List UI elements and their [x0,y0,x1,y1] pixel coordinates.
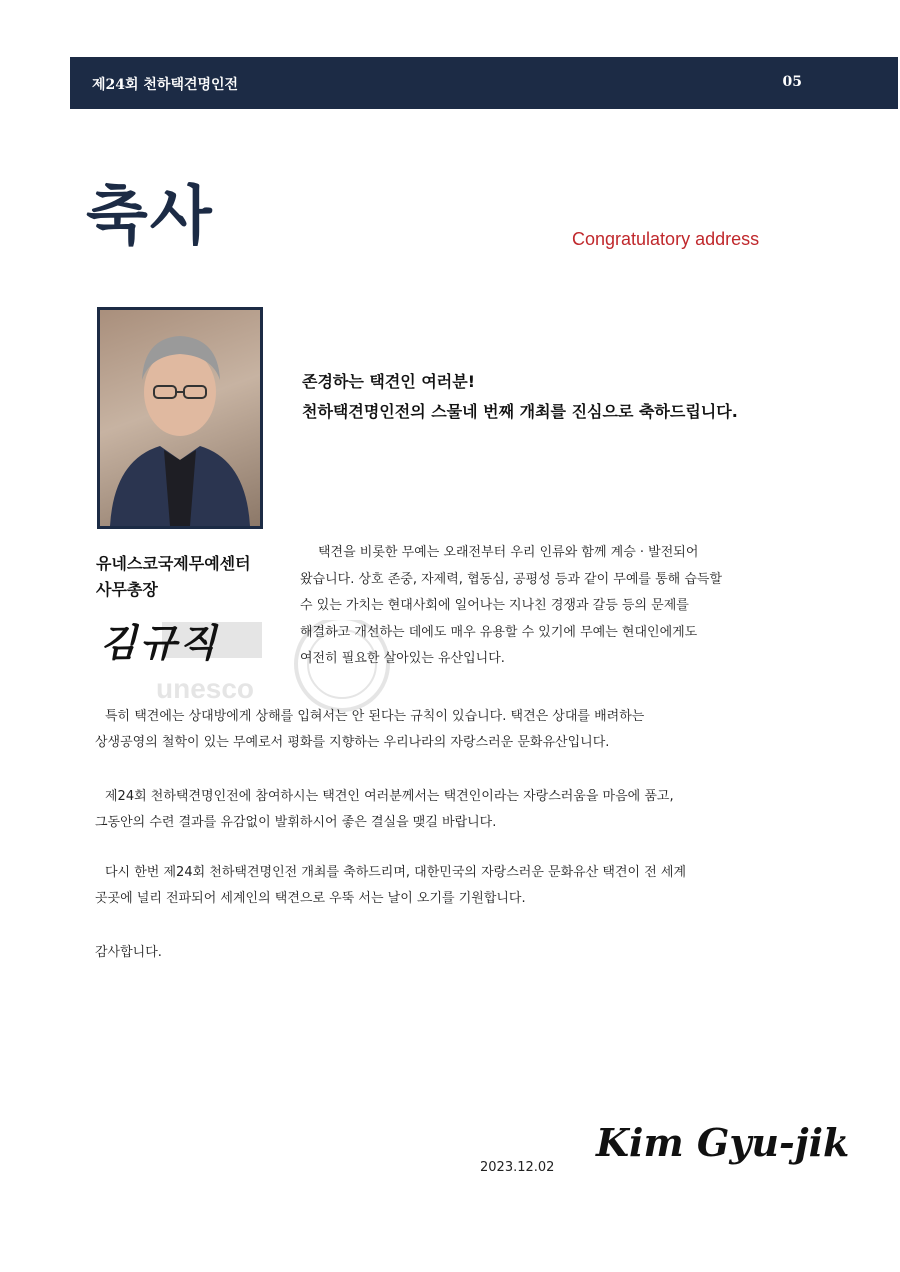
closing-line: 감사합니다. [95,945,162,960]
paragraph-line: 다시 한번 제24회 천하택견명인전 개최를 축하드리며, 대한민국의 자랑스러운 문화유산 택견이 전 세계 [105,865,687,880]
watermark-text: unesco [156,673,255,704]
author-position: 사무총장 [96,580,158,599]
page-title: 축사 [86,180,214,254]
paragraph-line: 상생공영의 철학이 있는 무예로서 평화를 지향하는 우리나라의 자랑스러운 문화유산입니다. [95,735,610,750]
paragraph-4 [95,860,815,912]
english-signature: Kim Gyu-jik [596,1120,850,1165]
portrait-image [100,310,260,526]
author-affiliation [96,551,251,603]
korean-signature: 김규직 [100,620,220,665]
paragraph-2 [95,704,815,756]
header-title: 제24회 천하택견명인전 [92,77,239,93]
page-number: 05 [782,74,802,90]
author-organization: 유네스코국제무예센터 [96,554,251,573]
paragraph-3 [95,784,815,836]
greeting-line-2: 천하택견명인전의 스물네 번째 개최를 진심으로 축하드립니다. [302,402,738,421]
paragraph-line: 특히 택견에는 상대방에게 상해를 입혀서는 안 된다는 규칙이 있습니다. 택견은 상대를 배려하는 [105,709,645,724]
header-bar [70,57,898,109]
closing-text [95,940,815,966]
paragraph-line: 해결하고 개선하는 데에도 매우 유용할 수 있기에 무예는 현대인에게도 [300,624,698,640]
greeting-line-1: 존경하는 택견인 여러분! [302,372,475,391]
paragraph-line: 택견을 비롯한 무예는 오래전부터 우리 인류와 함께 계승 · 발전되어 [318,545,699,560]
paragraph-line: 수 있는 가치는 현대사회에 일어나는 지나친 경쟁과 갈등 등의 문제를 [300,598,689,613]
page-subtitle: Congratulatory address [572,229,760,249]
paragraph-line: 왔습니다. 상호 존중, 자제력, 협동심, 공평성 등과 같이 무예를 통해 습득할 [300,571,723,587]
paragraph-1 [300,540,810,673]
paragraph-line: 곳곳에 널리 전파되어 세계인의 택견으로 우뚝 서는 날이 오기를 기원합니다. [95,891,526,906]
paragraph-line: 그동안의 수련 결과를 유감없이 발휘하시어 좋은 결실을 맺길 바랍니다. [95,815,497,830]
greeting [302,367,738,427]
paragraph-line: 여전히 필요한 살아있는 유산입니다. [300,651,505,666]
date: 2023.12.02 [480,1160,555,1175]
author-photo [97,307,263,529]
paragraph-line: 제24회 천하택견명인전에 참여하시는 택견인 여러분께서는 택견인이라는 자랑스러움을 마음에 품고, [105,789,674,804]
